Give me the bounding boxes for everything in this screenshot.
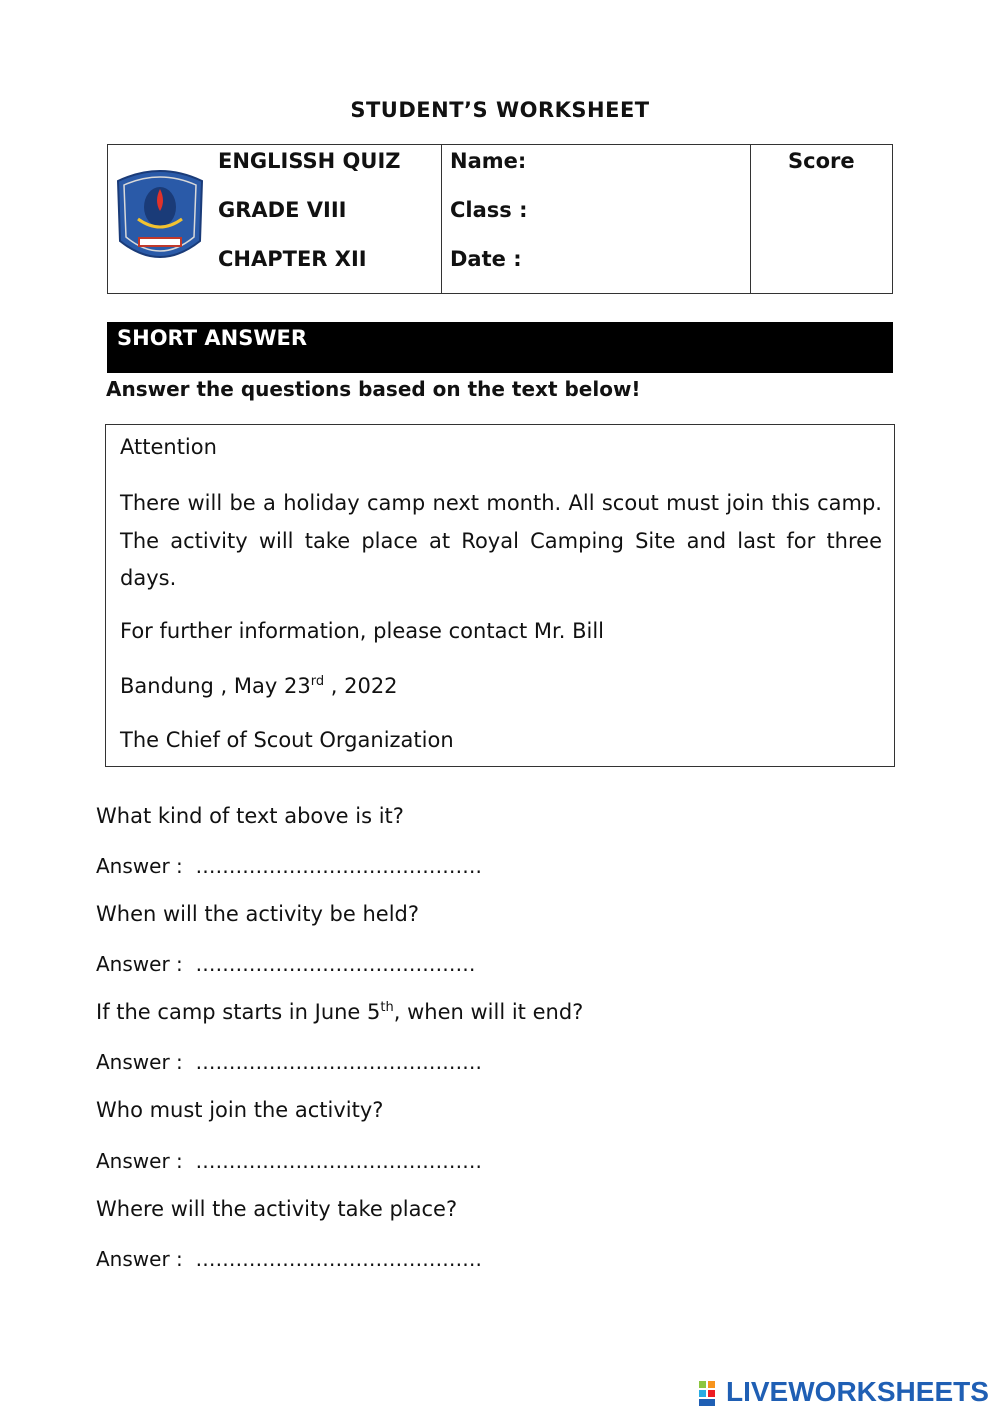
answer-blank[interactable]: ……………………………………. — [195, 854, 482, 878]
school-logo-icon — [110, 161, 210, 273]
answer-blank[interactable]: ……………………………………. — [195, 1149, 482, 1173]
answer-line-5[interactable] — [96, 1247, 482, 1271]
section-label: SHORT ANSWER — [117, 326, 308, 350]
answer-line-1[interactable] — [96, 854, 482, 878]
answer-label: Answer : — [96, 854, 183, 878]
question-4: Who must join the activity? — [96, 1098, 384, 1122]
announcement-paragraph: There will be a holiday camp next month. All scout must join this camp. The activity will take place at Royal Camping Site and last for three days. — [120, 491, 882, 590]
answer-label: Answer : — [96, 1050, 183, 1074]
answer-label: Answer : — [96, 1247, 183, 1271]
question-3-prefix: If the camp starts in June 5 — [96, 1000, 381, 1024]
page-title: STUDENT’S WORKSHEET — [350, 98, 650, 122]
answer-blank[interactable]: ……………………………………. — [195, 1050, 482, 1074]
column-divider — [441, 145, 442, 293]
announcement-contact: For further information, please contact Mr. Bill — [120, 619, 604, 643]
column-divider — [750, 145, 751, 293]
brand-name: LIVEWORKSHEETS — [726, 1376, 989, 1407]
answer-line-2[interactable] — [96, 952, 475, 976]
date-label: Date : — [450, 247, 522, 271]
answer-label: Answer : — [96, 952, 183, 976]
chapter-label: CHAPTER XII — [218, 247, 367, 271]
subject-label: ENGLISSH QUIZ — [218, 149, 401, 173]
liveworksheets-logo-icon — [698, 1379, 724, 1409]
answer-blank[interactable]: …………………………………… — [195, 952, 476, 976]
question-3-suffix: , when will it end? — [393, 1000, 584, 1024]
announcement-signature: The Chief of Scout Organization — [120, 728, 454, 752]
answer-line-4[interactable] — [96, 1149, 482, 1173]
date-suffix: , 2022 — [324, 674, 398, 698]
question-2: When will the activity be held? — [96, 902, 420, 926]
question-1: What kind of text above is it? — [96, 804, 404, 828]
section-header-short-answer — [107, 322, 893, 373]
date-prefix: Bandung , May 23 — [120, 674, 311, 698]
name-label: Name: — [450, 149, 527, 173]
announcement-date — [120, 674, 398, 698]
answer-blank[interactable]: ……………………………………. — [195, 1247, 482, 1271]
liveworksheets-branding[interactable] — [698, 1376, 998, 1410]
answer-label: Answer : — [96, 1149, 183, 1173]
announcement-heading: Attention — [120, 435, 217, 459]
question-5: Where will the activity take place? — [96, 1197, 458, 1221]
score-label: Score — [788, 149, 855, 173]
date-superscript: rd — [310, 674, 325, 689]
announcement-text-box — [105, 424, 895, 767]
instruction-text: Answer the questions based on the text below! — [106, 377, 641, 401]
grade-label: GRADE VIII — [218, 198, 347, 222]
class-label: Class : — [450, 198, 528, 222]
header-table — [107, 144, 893, 294]
question-3-superscript: th — [380, 1000, 394, 1015]
answer-line-3[interactable] — [96, 1050, 482, 1074]
question-3 — [96, 1000, 583, 1024]
